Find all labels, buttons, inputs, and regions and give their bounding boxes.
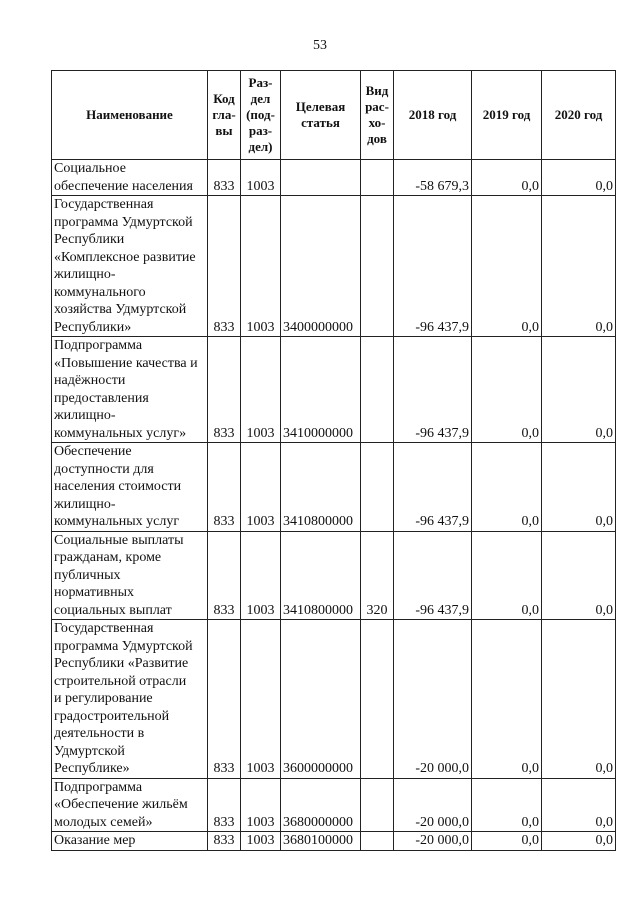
cell-target: 3410000000: [281, 337, 361, 443]
cell-name-line: хозяйства Удмуртской: [54, 302, 187, 317]
cell-name-line: Удмуртской: [54, 743, 125, 759]
cell-name-line: Республики «Развитие: [54, 656, 189, 671]
cell-name-line: Государственная: [54, 197, 154, 212]
table-row: [52, 778, 616, 832]
cell-name-line: жилищно-: [54, 267, 116, 282]
table-row: [52, 443, 616, 532]
cell-name-line: Подпрограмма: [54, 338, 143, 353]
budget-table: [51, 70, 616, 851]
cell-name-line: обеспечение населения: [54, 178, 193, 194]
cell-kind: [361, 160, 394, 196]
cell-2020: 0,0: [542, 160, 616, 196]
cell-name-line: Обеспечение: [54, 444, 132, 459]
cell-target: 3410800000: [281, 443, 361, 532]
cell-name-line: социальных выплат: [54, 602, 172, 618]
cell-2019: 0,0: [472, 160, 542, 196]
cell-name-line: Социальные выплаты: [54, 532, 184, 548]
header-name: Наименование: [52, 71, 208, 160]
cell-name-line: жилищно-: [54, 496, 116, 512]
cell-name-line: Республики: [54, 232, 125, 247]
cell-name-line: Республике»: [54, 761, 130, 776]
cell-2019: 0,0: [472, 620, 542, 779]
cell-name-line: коммунальных услуг: [54, 514, 180, 529]
cell-2020: 0,0: [542, 778, 616, 832]
table-row: [52, 832, 616, 851]
table-row: [52, 160, 616, 196]
cell-name: [52, 620, 208, 779]
header-line: (под-: [246, 107, 275, 122]
cell-name: [52, 443, 208, 532]
header-line: хо-: [368, 115, 386, 130]
header-section: [241, 71, 281, 160]
header-row: [52, 71, 616, 160]
cell-name-line: программа Удмуртской: [54, 214, 193, 230]
cell-code: 833: [208, 531, 241, 620]
cell-target: 3410800000: [281, 531, 361, 620]
cell-2020: 0,0: [542, 337, 616, 443]
header-2020: 2020 год: [542, 71, 616, 160]
cell-name-line: молодых семей»: [54, 814, 153, 830]
cell-name: [52, 832, 208, 851]
cell-name-line: строительной отрасли: [54, 673, 187, 689]
cell-2018: -20 000,0: [394, 778, 472, 832]
cell-2018: -20 000,0: [394, 620, 472, 779]
cell-code: 833: [208, 620, 241, 779]
cell-2020: 0,0: [542, 832, 616, 851]
cell-section: 1003: [241, 778, 281, 832]
cell-name-line: «Комплексное развитие: [54, 249, 196, 265]
cell-2020: 0,0: [542, 196, 616, 337]
header-kind-lines: [362, 83, 392, 147]
cell-name-line: Подпрограмма: [54, 779, 143, 795]
cell-name-line: и регулирование: [54, 691, 153, 706]
table-row: [52, 620, 616, 779]
cell-section: 1003: [241, 620, 281, 779]
table-body: [52, 160, 616, 851]
cell-kind: [361, 337, 394, 443]
cell-kind: [361, 443, 394, 532]
cell-name-line: нормативных: [54, 585, 135, 600]
cell-2018: -96 437,9: [394, 337, 472, 443]
cell-2019: 0,0: [472, 196, 542, 337]
header-target-lines: [282, 99, 359, 131]
cell-2018: -20 000,0: [394, 832, 472, 851]
cell-name: [52, 531, 208, 620]
cell-code: 833: [208, 337, 241, 443]
cell-2019: 0,0: [472, 778, 542, 832]
header-line: гла-: [212, 107, 236, 122]
table-row: [52, 337, 616, 443]
header-line: раз-: [248, 123, 273, 138]
header-target: [281, 71, 361, 160]
cell-name-line: «Повышение качества и: [54, 355, 198, 371]
header-line: вы: [215, 123, 233, 138]
cell-code: 833: [208, 778, 241, 832]
header-line: Раз-: [248, 75, 273, 90]
page-number: 53: [313, 38, 327, 53]
cell-2019: 0,0: [472, 832, 542, 851]
cell-2018: -58 679,3: [394, 160, 472, 196]
cell-name-line: программа Удмуртской: [54, 638, 193, 654]
cell-2018: -96 437,9: [394, 196, 472, 337]
cell-name-line: публичных: [54, 567, 121, 583]
cell-name-line: градостроительной: [54, 708, 170, 724]
cell-section: 1003: [241, 196, 281, 337]
cell-name: [52, 337, 208, 443]
cell-name-line: деятельности в: [54, 726, 145, 741]
cell-2019: 0,0: [472, 337, 542, 443]
header-line: рас-: [365, 99, 389, 114]
cell-2020: 0,0: [542, 443, 616, 532]
header-code-lines: [209, 91, 239, 139]
cell-section: 1003: [241, 443, 281, 532]
header-line: Код: [213, 91, 235, 106]
cell-code: 833: [208, 832, 241, 851]
cell-name-line: надёжности: [54, 373, 126, 388]
header-line: дов: [367, 131, 387, 146]
cell-2018: -96 437,9: [394, 531, 472, 620]
header-line: статья: [301, 115, 340, 130]
header-code: [208, 71, 241, 160]
cell-kind: 320: [361, 531, 394, 620]
header-section-lines: [242, 75, 279, 155]
cell-name-line: Социальное: [54, 161, 126, 176]
header-line: дел: [250, 91, 271, 106]
cell-section: 1003: [241, 832, 281, 851]
cell-name-line: жилищно-: [54, 408, 116, 423]
cell-kind: [361, 778, 394, 832]
cell-name-line: предоставления: [54, 390, 149, 406]
cell-kind: [361, 832, 394, 851]
cell-target: 3680100000: [281, 832, 361, 851]
cell-name-line: населения стоимости: [54, 479, 182, 494]
table-row: [52, 531, 616, 620]
header-line: Вид: [365, 83, 389, 98]
cell-2019: 0,0: [472, 531, 542, 620]
cell-target: 3680000000: [281, 778, 361, 832]
cell-section: 1003: [241, 160, 281, 196]
cell-section: 1003: [241, 337, 281, 443]
cell-name-line: гражданам, кроме: [54, 550, 162, 565]
cell-target: 3600000000: [281, 620, 361, 779]
header-line: дел): [248, 139, 273, 154]
cell-section: 1003: [241, 531, 281, 620]
header-2018: 2018 год: [394, 71, 472, 160]
header-line: Целевая: [295, 99, 346, 114]
cell-target: [281, 160, 361, 196]
cell-name: [52, 160, 208, 196]
cell-name-line: доступности для: [54, 461, 154, 477]
cell-kind: [361, 620, 394, 779]
cell-code: 833: [208, 196, 241, 337]
header-kind: [361, 71, 394, 160]
cell-code: 833: [208, 160, 241, 196]
cell-2019: 0,0: [472, 443, 542, 532]
cell-2020: 0,0: [542, 531, 616, 620]
cell-name-line: Республики»: [54, 319, 132, 335]
cell-name-line: «Обеспечение жильём: [54, 797, 188, 812]
cell-name: [52, 778, 208, 832]
cell-target: 3400000000: [281, 196, 361, 337]
header-2019: 2019 год: [472, 71, 542, 160]
cell-name-line: Оказание мер: [54, 833, 136, 848]
cell-kind: [361, 196, 394, 337]
table-row: [52, 196, 616, 337]
cell-name-line: коммунального: [54, 284, 146, 300]
cell-name-line: Государственная: [54, 621, 154, 636]
cell-2020: 0,0: [542, 620, 616, 779]
cell-name-line: коммунальных услуг»: [54, 425, 187, 441]
cell-code: 833: [208, 443, 241, 532]
cell-2018: -96 437,9: [394, 443, 472, 532]
cell-name: [52, 196, 208, 337]
